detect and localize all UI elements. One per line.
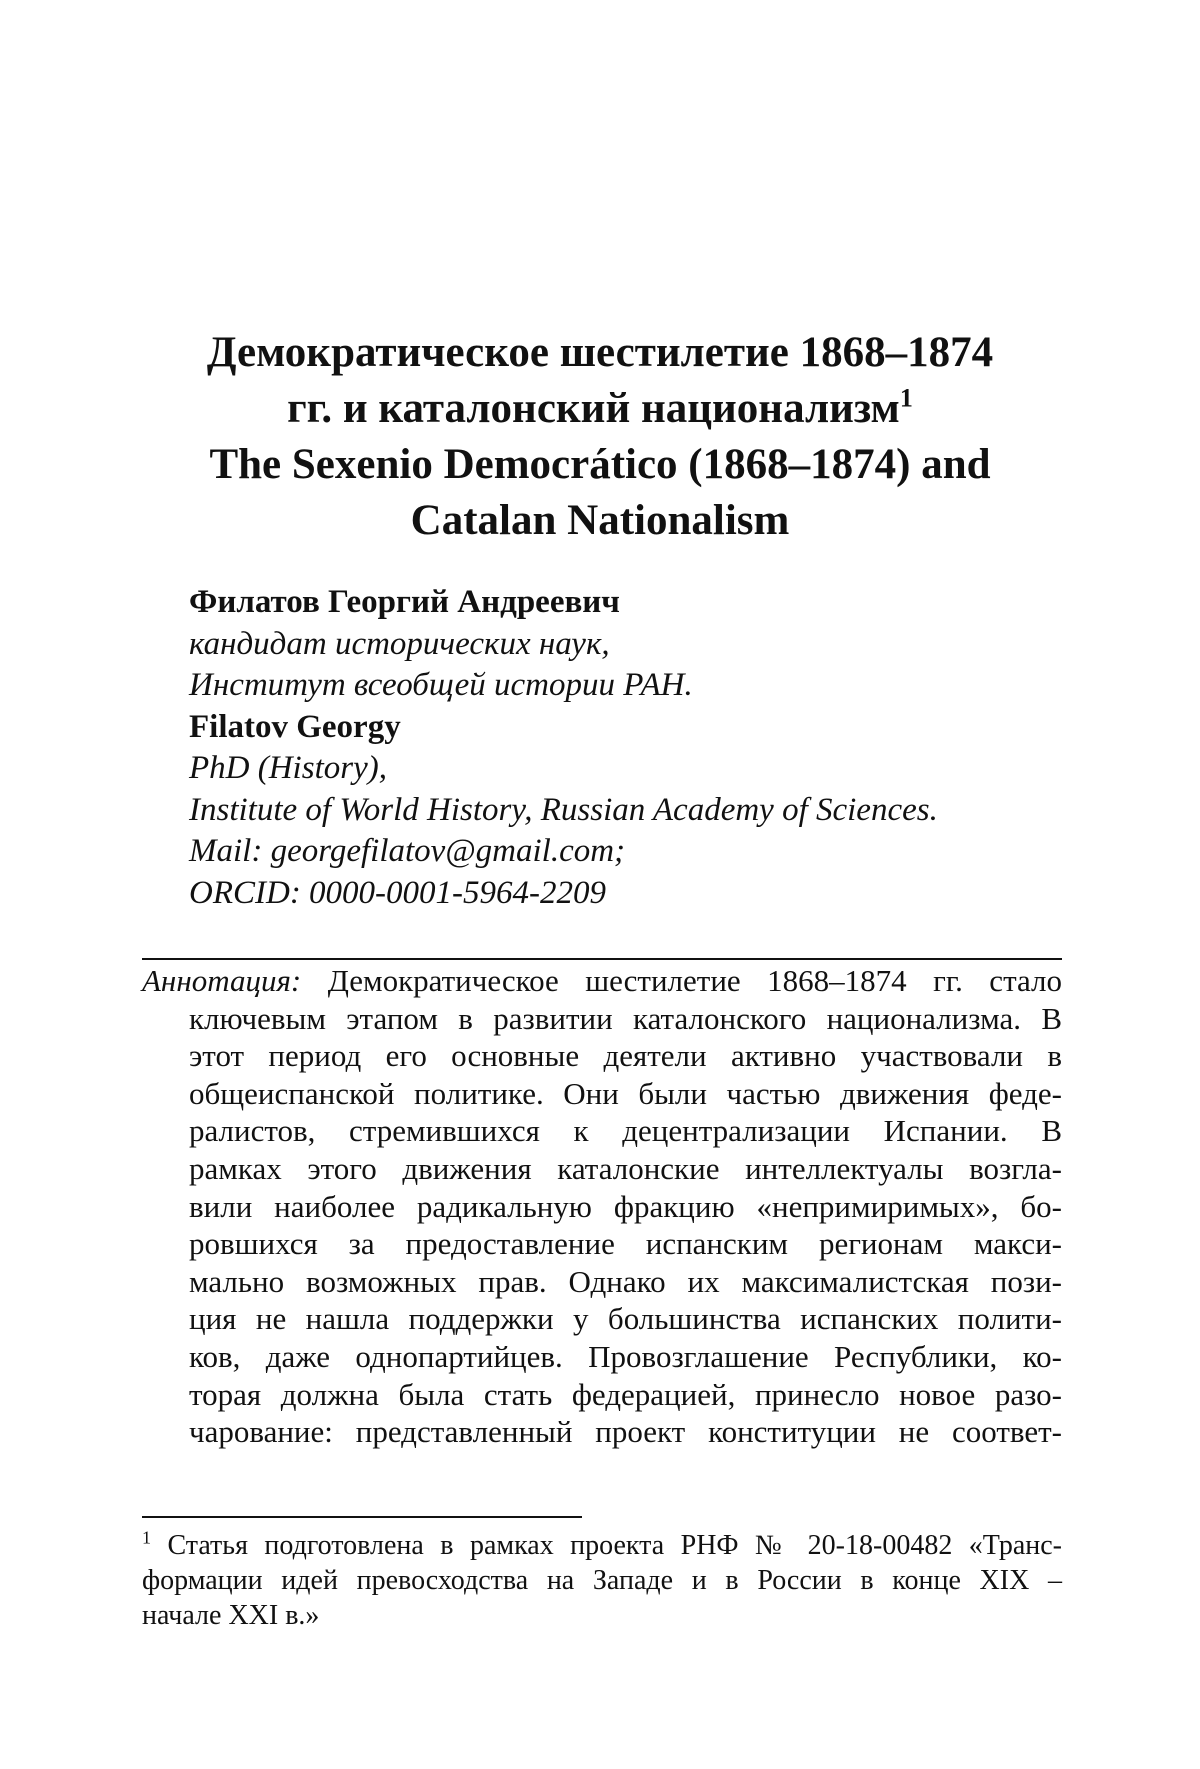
abstract-line <box>142 962 1062 1000</box>
article-title <box>140 325 1060 549</box>
footnote-line: начале XXI в.» <box>142 1600 320 1631</box>
title-en-line-1: The Sexenio Democrático (1868–1874) and <box>209 441 991 488</box>
abstract-line: ровшихся за предоставление испанским регионам макси- <box>189 1226 1062 1262</box>
abstract-divider <box>142 958 1062 960</box>
author-degree-ru: кандидат исторических наук, <box>189 625 610 662</box>
abstract-line: чарование: представленный проект конституции не соответ- <box>189 1414 1062 1450</box>
abstract-line: мально возможных прав. Однако их максималистская пози- <box>189 1263 1062 1299</box>
abstract-line: ключевым этапом в развитии каталонского национализма. В <box>189 1000 1062 1036</box>
title-ru-line-2 <box>140 381 1060 437</box>
title-ru-line-2-text: гг. и каталонский национализм <box>287 385 900 432</box>
abstract-line: торая должна была стать федерацией, принесло новое разо- <box>189 1376 1062 1412</box>
abstract-line: ков, даже однопартийцев. Провозглашение Республики, ко- <box>189 1338 1062 1374</box>
author-affiliation-en: Institute of World History, Russian Academy of Sciences. <box>189 791 938 828</box>
abstract-line: рамках этого движения каталонские интеллектуалы возгла- <box>189 1150 1062 1186</box>
footnote-reference: 1 <box>899 383 913 413</box>
author-affiliation-ru: Институт всеобщей истории РАН. <box>189 667 693 703</box>
footnote <box>142 1528 1062 1633</box>
footnote-line-text: Статья подготовлена в рамках проекта РНФ № 20-18-00482 «Транс- <box>151 1530 1062 1561</box>
abstract-line: общеиспанской политике. Они были частью движения феде- <box>189 1075 1062 1111</box>
footnote-mark: 1 <box>142 1527 151 1548</box>
author-degree-en: PhD (History), <box>189 750 387 786</box>
title-ru-line-1: Демократическое шестилетие 1868–1874 <box>206 329 994 376</box>
abstract-line: ралистов, стремившихся к децентрализации Испании. В <box>189 1113 1062 1149</box>
abstract-line: ция не нашла поддержки у большинства испанских полити- <box>189 1301 1062 1337</box>
abstract-line: вили наиболее радикальную фракцию «непримиримых», бо- <box>189 1188 1062 1224</box>
abstract <box>142 962 1062 1451</box>
title-en-line-2: Catalan Nationalism <box>410 497 790 544</box>
abstract-label: Аннотация: <box>142 963 302 998</box>
footnote-divider <box>142 1516 582 1518</box>
author-name-ru: Филатов Георгий Андреевич <box>189 584 620 620</box>
author-orcid: ORCID: 0000-0001-5964-2209 <box>189 874 607 911</box>
abstract-line-text: Демократическое шестилетие 1868–1874 гг. стало <box>301 963 1062 998</box>
abstract-line: этот период его основные деятели активно участвовали в <box>189 1038 1062 1074</box>
footnote-line <box>142 1528 1062 1563</box>
footnote-line: формации идей превосходства на Западе и в России в конце XIX – <box>142 1565 1062 1596</box>
author-name-en: Filatov Georgy <box>189 708 401 745</box>
author-info <box>189 582 1089 914</box>
author-email: Mail: georgefilatov@gmail.com; <box>189 833 626 869</box>
